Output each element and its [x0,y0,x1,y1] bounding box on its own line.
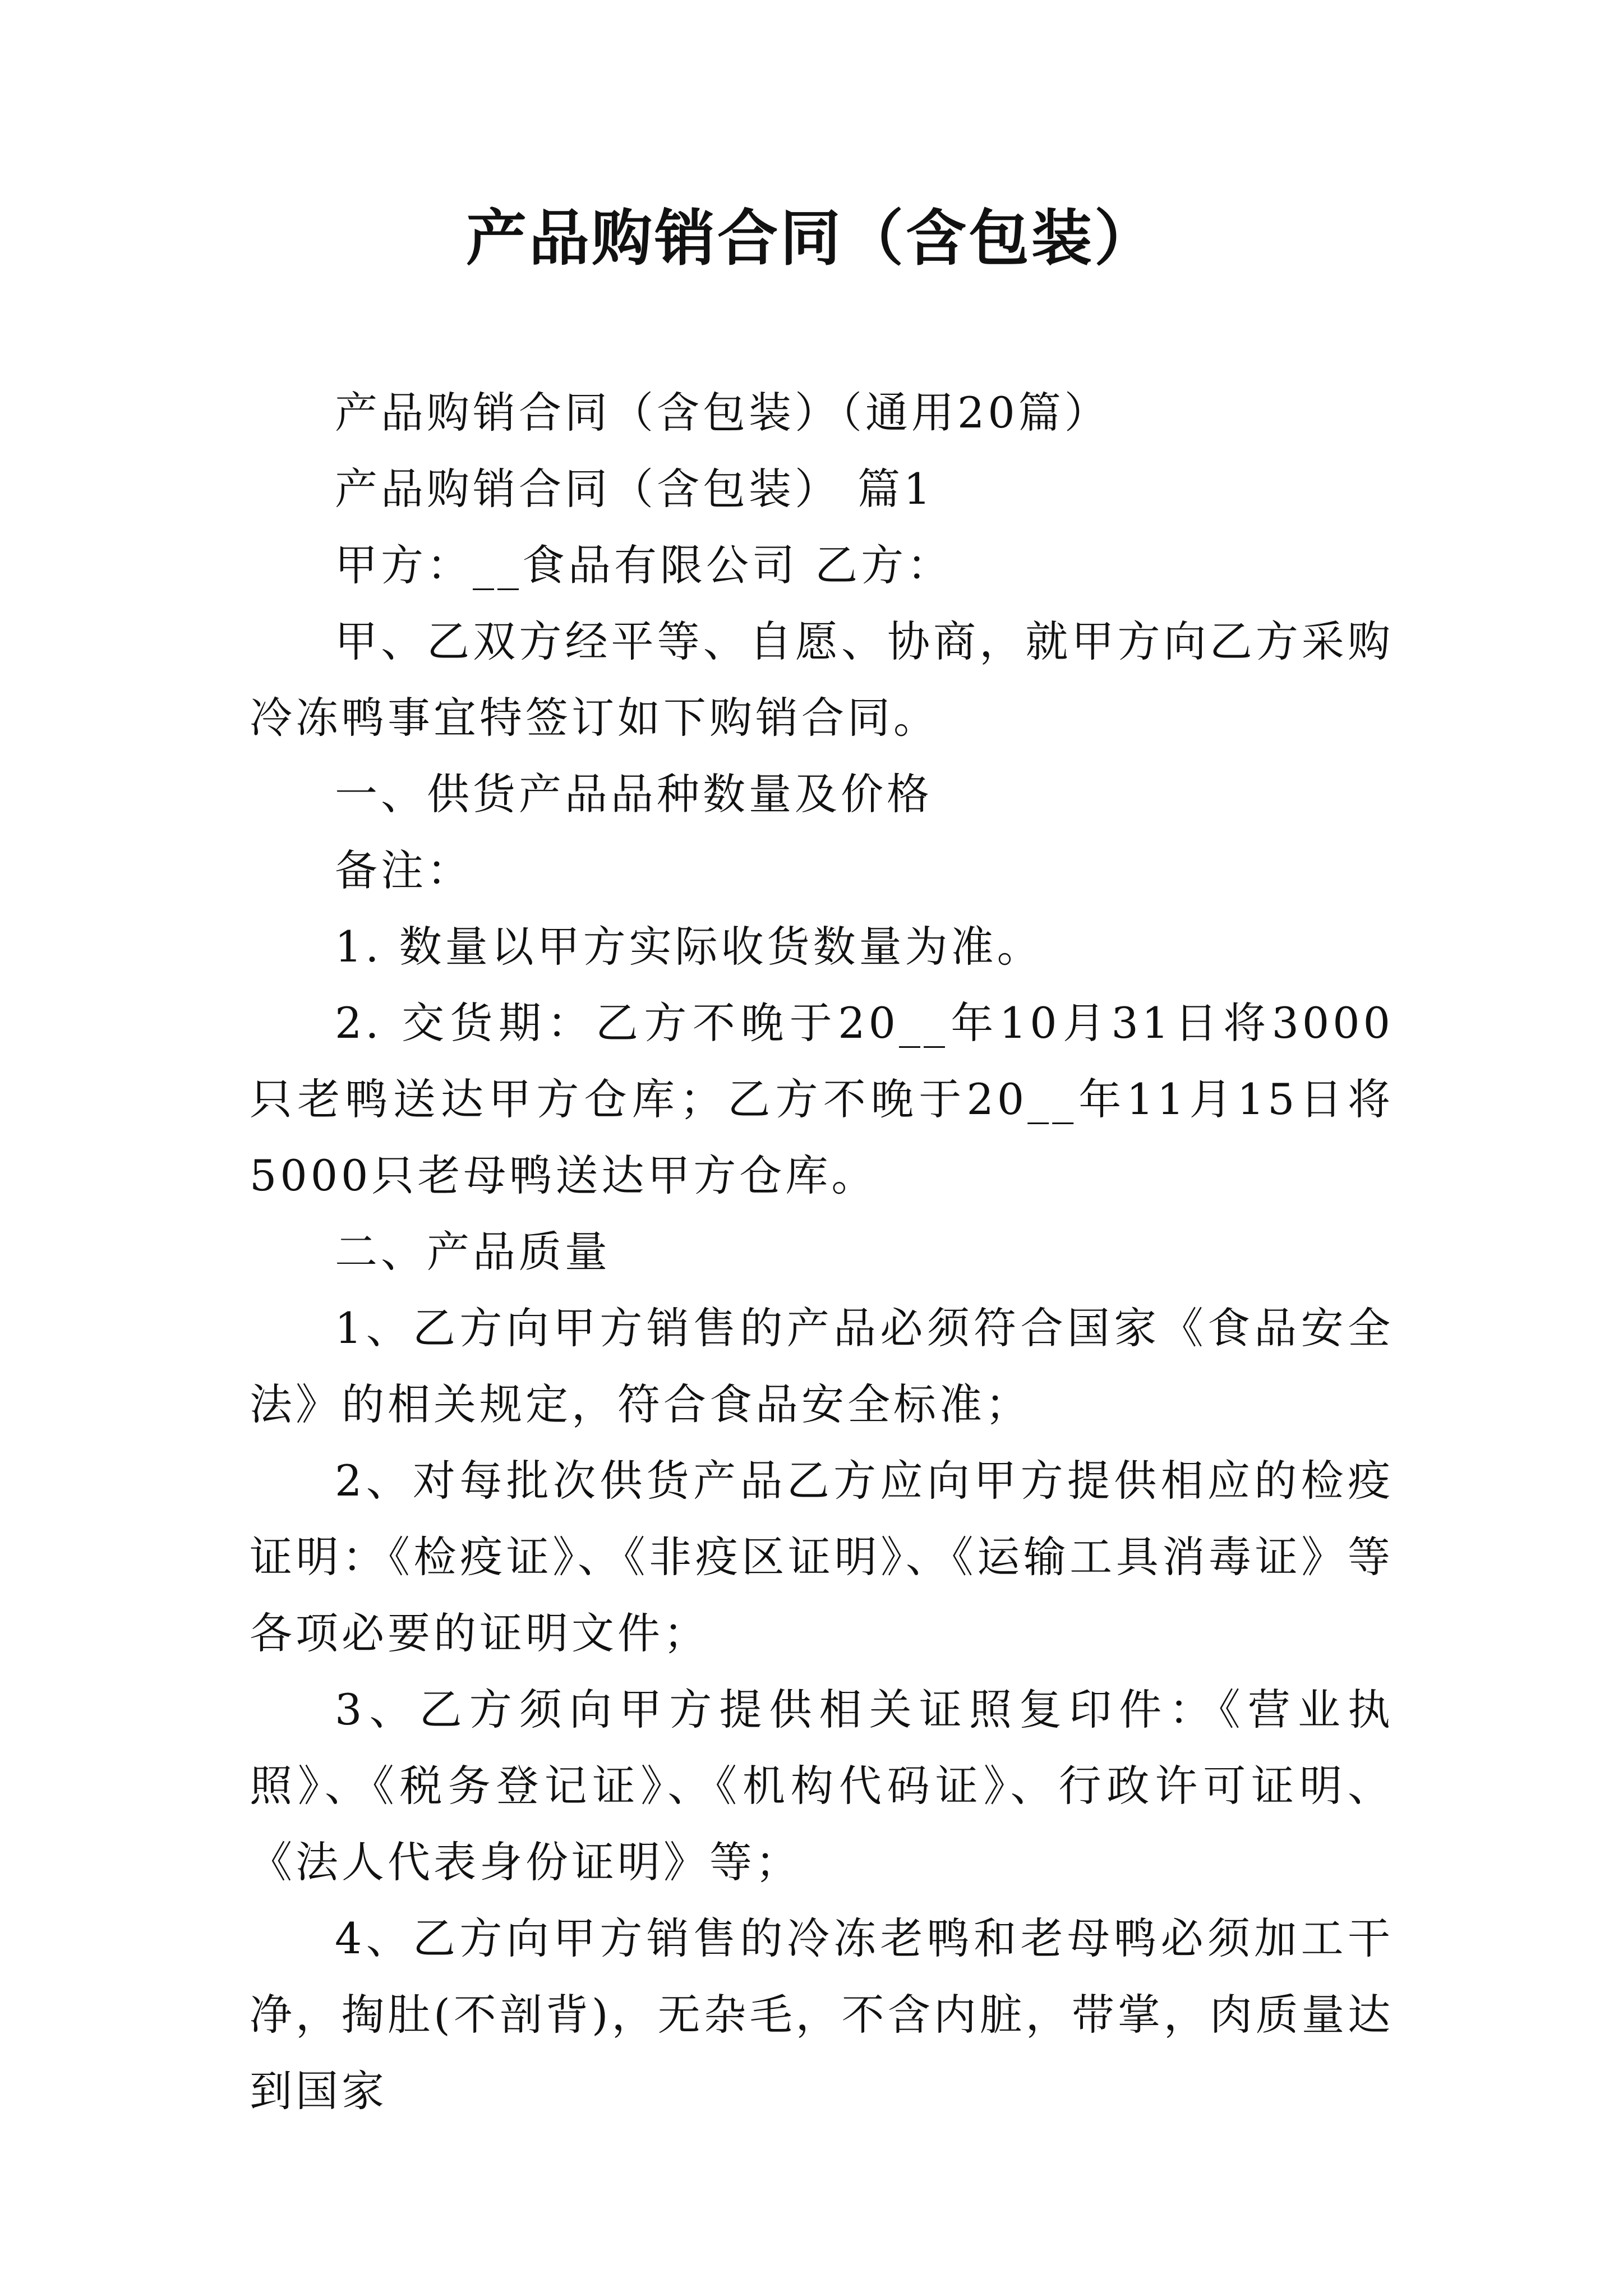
paragraph-quality-2: 2、对每批次供货产品乙方应向甲方提供相应的检疫证明：《检疫证》、《非疫区证明》、《运输工具消毒证》等各项必要的证明文件； [250,1456,1394,1658]
paragraph-part-heading: 产品购销合同（含包装） 篇1 [335,464,934,514]
section-heading-supply: 一、供货产品品种数量及价格 [335,769,933,819]
paragraph-parties: 甲方：__食品有限公司 乙方： [335,540,953,590]
paragraph-preamble: 甲、乙双方经平等、自愿、协商，就甲方向乙方采购冷冻鸭事宜特签订如下购销合同。 [250,616,1394,743]
paragraph-quality-3: 3、乙方须向甲方提供相关证照复印件：《营业执照》、《税务登记证》、《机构代码证》、行政许可证明、《法人代表身份证明》等； [250,1685,1394,1887]
paragraph-remarks-label: 备注： [335,845,473,895]
paragraph-quality-1: 1、乙方向甲方销售的产品必须符合国家《食品安全法》的相关规定，符合食品安全标准； [250,1303,1394,1429]
section-heading-quality: 二、产品质量 [335,1227,611,1277]
document-body [250,375,1394,2129]
paragraph-quality-4: 4、乙方向甲方销售的冷冻老鸭和老母鸭必须加工干净，掏肚(不剖背)，无杂毛，不含内脏，带掌，肉质量达到国家 [250,1913,1394,2116]
document-title: 产品购销合同（含包装） [465,203,1157,274]
paragraph-remark-1: 1. 数量以甲方实际收货数量为准。 [335,922,1043,972]
paragraph-remark-2: 2. 交货期：乙方不晚于20__年10月31日将3000只老鸭送达甲方仓库；乙方不晚于20__年11月15日将5000只老母鸭送达甲方仓库。 [250,998,1394,1200]
paragraph-series-title: 产品购销合同（含包装）（通用20篇） [335,388,1110,438]
